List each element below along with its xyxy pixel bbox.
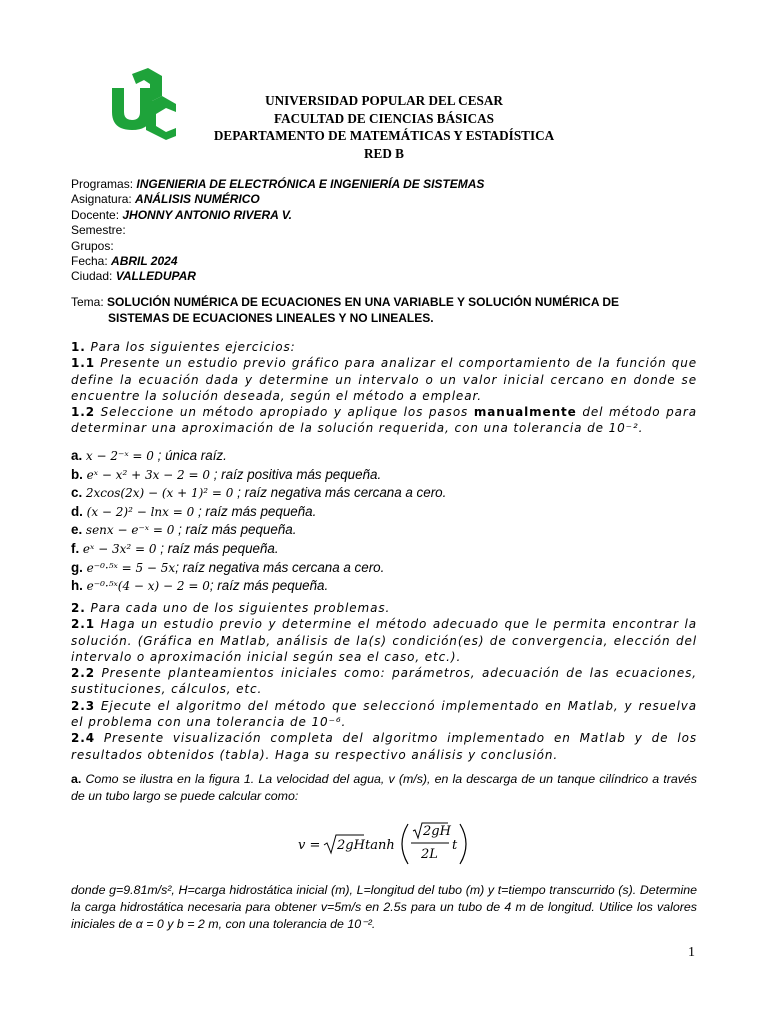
velocity-formula [296, 822, 476, 866]
page-number: 1 [688, 945, 695, 960]
equation-description: ; raíz más pequeña. [194, 503, 317, 519]
section-2-number: 2. [71, 601, 86, 615]
formula-lhs: v = [298, 838, 321, 853]
formula-tanh: tanh [365, 838, 395, 853]
topic [71, 295, 711, 326]
paragraph-2-2 [71, 665, 697, 698]
equation-item [71, 540, 711, 559]
equation-expression: x − 2⁻ˣ = 0 [85, 449, 154, 463]
equation-expression: e⁻⁰·⁵ˣ = 5 − 5x [86, 560, 176, 575]
equation-description: ; raíz negativa más cercana a cero. [175, 559, 385, 575]
formula-right-paren [460, 824, 466, 864]
section-1-instructions [71, 339, 697, 437]
docente-row [71, 208, 711, 223]
equation-description: ; raíz más pequeña. [174, 522, 297, 538]
equation-description: ; raíz positiva más pequeña. [210, 466, 382, 482]
paragraph-2-2-number: 2.2 [71, 666, 95, 681]
section-1-number: 1. [71, 340, 86, 354]
paragraph-1-2-text-a: Seleccione un método apropiado y aplique los pasos [100, 405, 469, 420]
paragraph-2-3-text: Ejecute el algoritmo del método que seleccionó implementado en Matlab, y resuelva el problema con una tolerancia de 10⁻⁶. [71, 698, 697, 730]
section-1-heading [71, 339, 697, 355]
institution-header [180, 92, 588, 162]
paragraph-2-1-text: Haga un estudio previo y determine el método adecuado que le permita encontrar la solución. (Gráfica en Matlab, análisis de la(s) condición(es) de convergencia, elección del intervalo o aproximación inicial según sea el caso, etc.). [71, 617, 697, 664]
ciudad-label: Ciudad: [71, 269, 113, 284]
equation-list [71, 447, 711, 596]
formula-denominator: 2L [421, 847, 438, 862]
department-name: DEPARTAMENTO DE MATEMÁTICAS Y ESTADÍSTICA [213, 128, 555, 143]
paragraph-2-4-number: 2.4 [71, 731, 95, 746]
programas-row [71, 177, 711, 192]
equation-description: ; única raíz. [153, 448, 227, 463]
tema-line1: SOLUCIÓN NUMÉRICA DE ECUACIONES EN UNA VARIABLE Y SOLUCIÓN NUMÉRICA DE [107, 295, 620, 309]
formula-sqrt-arg: 2gH [337, 838, 365, 853]
paragraph-2-3-number: 2.3 [71, 698, 95, 713]
formula-t: t [452, 838, 458, 853]
tema-line2: SISTEMAS DE ECUACIONES LINEALES Y NO LINEALES. [108, 310, 434, 325]
paragraph-2-2-text: Presente planteamientos iniciales como: parámetros, adecuación de las ecuaciones, sustituciones, cálculos, etc. [71, 666, 697, 697]
paragraph-1-1-text: Presente un estudio previo gráfico para analizar el comportamiento de la función que define la ecuación dada y determine un intervalo o un valor inicial cercano en donde se encuentre la solución deseada, según el método a emplear. [71, 356, 697, 403]
tema-label: Tema: [71, 295, 104, 309]
equation-item-label: b. [71, 466, 83, 482]
equation-item [71, 521, 711, 540]
equation-item [71, 559, 711, 578]
problem-a-statement: donde g=9.81m/s², H=carga hidrostática inicial (m), L=longitud del tubo (m) y t=tiempo transcurrido (s). Determine la carga hidrostática necesaria para obtener v=5m/s en 2.5s para un tubo de 4 m de longitud. Utilice los valores iniciales de α = 0 y b = 2 m, con una tolerancia de 10⁻². [71, 883, 697, 931]
semestre-row: Semestre: [71, 223, 126, 238]
grupos-row: Grupos: [71, 238, 114, 253]
university-name: UNIVERSIDAD POPULAR DEL CESAR [265, 93, 503, 108]
equation-item [71, 577, 711, 596]
problem-a-label: a. [71, 772, 82, 786]
network-name: RED B [364, 145, 404, 161]
faculty-name: FACULTAD DE CIENCIAS BÁSICAS [274, 110, 494, 126]
paragraph-1-2-tolerance: 10⁻². [608, 421, 644, 436]
course-metadata [71, 177, 711, 285]
equation-item-label: f. [71, 540, 80, 556]
equation-description: ; raíz más pequeña. [156, 540, 279, 556]
problem-a-intro-text: Como se ilustra en la figura 1. La velocidad del agua, v (m/s), en la descarga de un tanque cilíndrico a través de un tubo largo se puede calcular como: [71, 772, 697, 803]
docente-value: JHONNY ANTONIO RIVERA V. [122, 207, 292, 222]
equation-item [71, 447, 711, 466]
paragraph-1-2-text-b: del método para determinar una aproximación de la solución requerida, con una tolerancia de [71, 405, 697, 436]
equation-item-label: c. [71, 485, 83, 501]
equation-expression: senx − e⁻ˣ = 0 [85, 523, 175, 538]
section-2-instructions [71, 600, 697, 763]
section-2-title: Para cada uno de los siguientes problemas. [90, 601, 391, 615]
formula-numerator: 2gH [423, 824, 451, 839]
equation-expression: e⁻⁰·⁵ˣ(4 − x) − 2 = 0 [86, 579, 210, 594]
equation-expression: eˣ − 3x² = 0 [82, 541, 157, 556]
paragraph-1-1-number: 1.1 [71, 356, 95, 371]
programas-value: INGENIERIA DE ELECTRÓNICA E INGENIERÍA DE SISTEMAS [136, 177, 485, 191]
paragraph-1-2 [71, 404, 697, 437]
paragraph-1-1 [71, 355, 697, 404]
formula-left-paren [402, 824, 408, 864]
paragraph-2-1 [71, 616, 697, 665]
section-1-title: Para los siguientes ejercicios: [90, 340, 296, 354]
equation-expression: 2xcos(2x) − (x + 1)² = 0 [85, 486, 234, 501]
paragraph-2-1-number: 2.1 [71, 617, 95, 632]
equation-description: ; raíz negativa más cercana a cero. [233, 485, 447, 501]
equation-item-label: h. [71, 578, 83, 594]
equation-item [71, 503, 711, 522]
paragraph-2-4 [71, 730, 697, 763]
ciudad-value: VALLEDUPAR [115, 269, 196, 284]
paragraph-1-2-bold: manualmente [473, 405, 577, 420]
university-logo [110, 68, 180, 140]
paragraph-2-3 [71, 698, 697, 731]
equation-item-label: e. [71, 522, 83, 538]
asignatura-value: ANÁLISIS NUMÉRICO [135, 192, 260, 207]
equation-expression: eˣ − x² + 3x − 2 = 0 [86, 467, 210, 482]
docente-label: Docente: [71, 207, 120, 222]
problem-a-intro [71, 771, 697, 805]
section-2-heading [71, 600, 697, 616]
asignatura-row [71, 192, 711, 207]
equation-expression: (x − 2)² − lnx = 0 [86, 504, 195, 519]
equation-item-label: a. [71, 448, 83, 463]
programas-label: Programas: [71, 177, 134, 191]
equation-item-label: g. [71, 559, 83, 575]
fecha-label: Fecha: [71, 254, 108, 269]
equation-description: ; raíz más pequeña. [209, 578, 329, 594]
asignatura-label: Asignatura: [71, 192, 132, 207]
fecha-value: ABRIL 2024 [111, 254, 178, 269]
paragraph-1-2-number: 1.2 [71, 405, 95, 420]
equation-item-label: d. [71, 503, 83, 519]
paragraph-2-4-text: Presente visualización completa del algoritmo implementado en Matlab y de los resultados obtenidos (tabla). Haga su respectivo análisis y conclusión. [71, 731, 698, 762]
fecha-row [71, 254, 711, 269]
ciudad-row [71, 269, 711, 284]
equation-item [71, 466, 711, 485]
equation-item [71, 484, 711, 503]
